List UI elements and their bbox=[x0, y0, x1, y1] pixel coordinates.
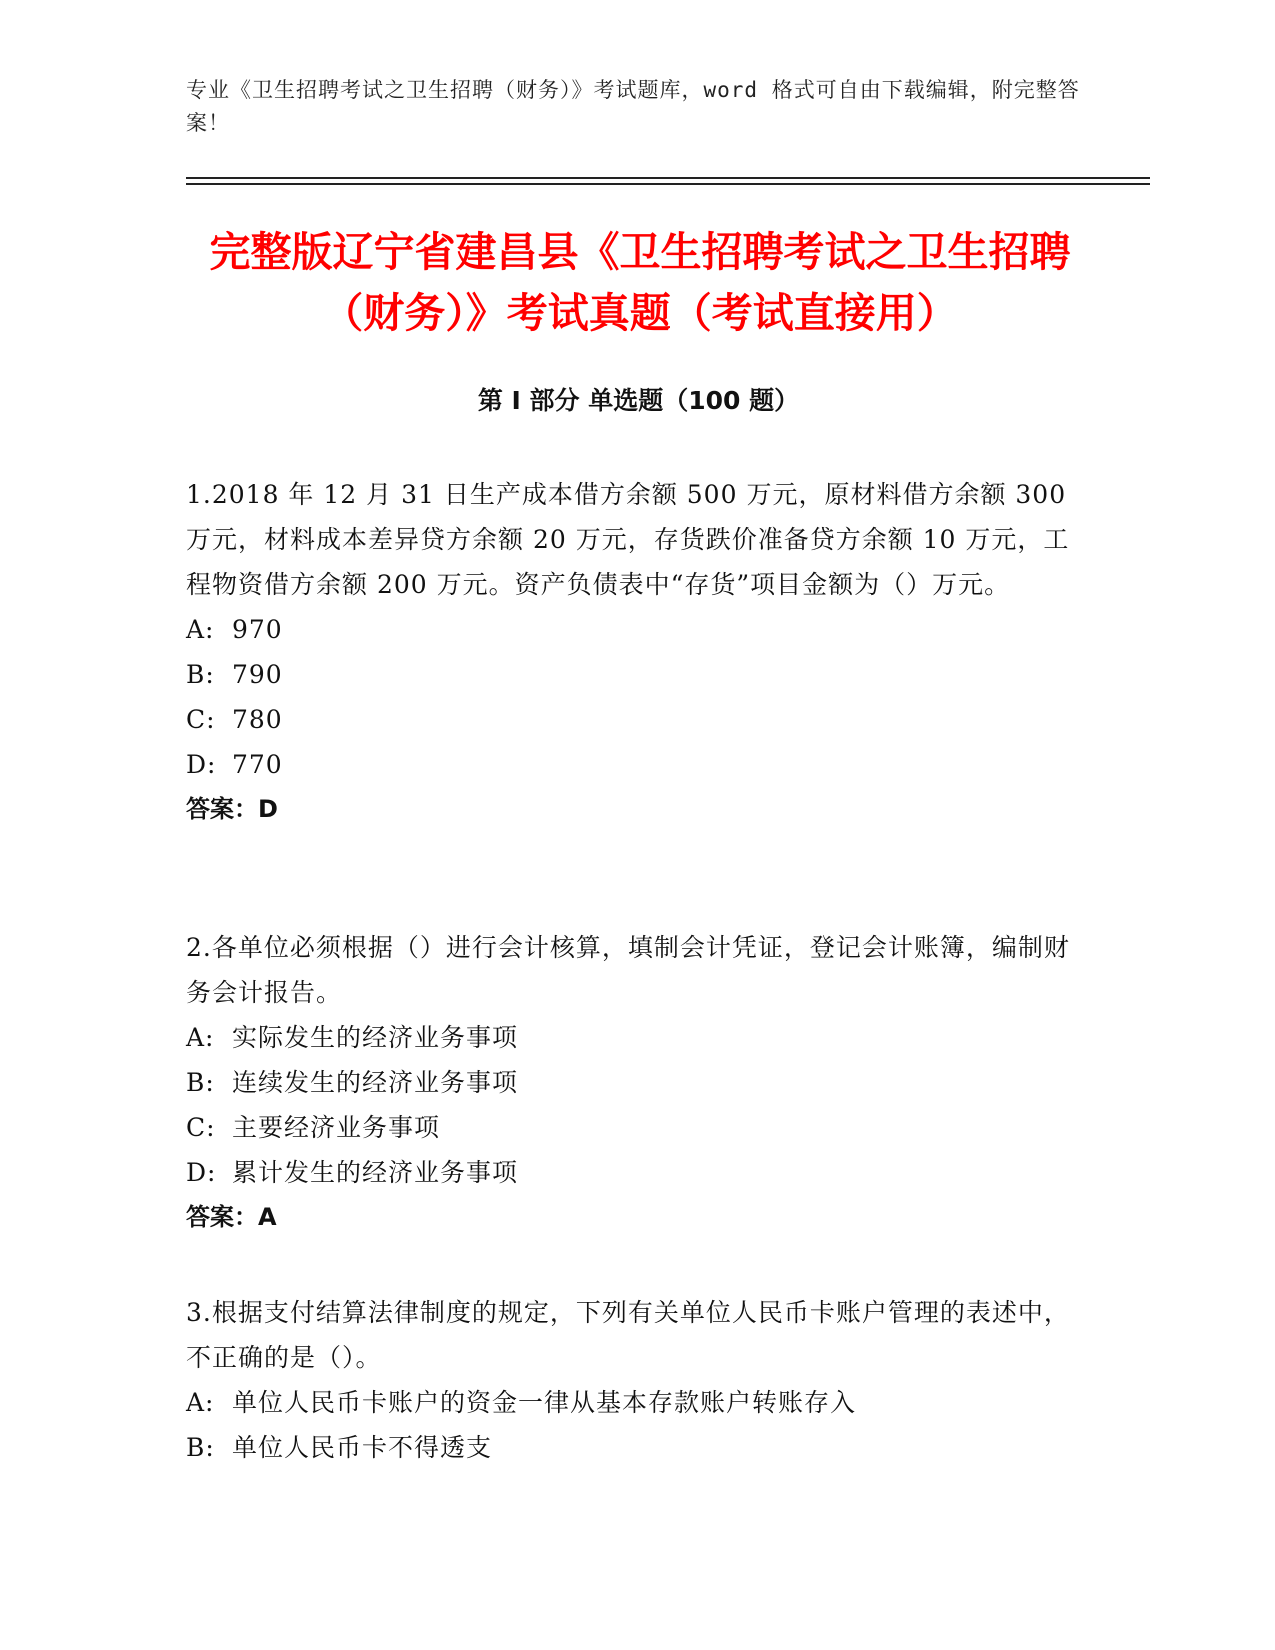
option-b bbox=[186, 1060, 1086, 1105]
option-letter: C: bbox=[186, 1113, 216, 1142]
option-letter: A: bbox=[186, 1023, 215, 1052]
option-text: 累计发生的经济业务事项 bbox=[232, 1158, 519, 1187]
question-stem: 2.各单位必须根据（）进行会计核算，填制会计凭证，登记会计账簿，编制财务会计报告。 bbox=[186, 933, 1070, 1007]
option-d bbox=[186, 742, 1086, 787]
option-text: 单位人民币卡不得透支 bbox=[232, 1433, 493, 1462]
option-text: 770 bbox=[232, 750, 283, 779]
option-letter: D: bbox=[186, 1158, 217, 1187]
option-text: 970 bbox=[232, 615, 283, 644]
answer-label: 答案： bbox=[186, 1203, 258, 1231]
question-3 bbox=[186, 1290, 1086, 1470]
header-note: 专业《卫生招聘考试之卫生招聘（财务）》考试题库，word 格式可自由下载编辑，附完整答案！ bbox=[186, 78, 1080, 135]
answer-line bbox=[186, 1195, 1086, 1240]
option-a bbox=[186, 1015, 1086, 1060]
option-text: 主要经济业务事项 bbox=[232, 1113, 441, 1142]
section-heading: 第 I 部分 单选题（100 题） bbox=[477, 386, 800, 415]
answer-value: D bbox=[258, 795, 278, 823]
option-a bbox=[186, 607, 1086, 652]
option-text: 单位人民币卡账户的资金一律从基本存款账户转账存入 bbox=[232, 1388, 857, 1417]
answer-label: 答案： bbox=[186, 795, 258, 823]
header-divider-bottom bbox=[186, 183, 1150, 185]
option-letter: B: bbox=[186, 1068, 215, 1097]
option-c bbox=[186, 697, 1086, 742]
option-a bbox=[186, 1380, 1086, 1425]
header-divider-top bbox=[186, 177, 1150, 179]
option-letter: A: bbox=[186, 615, 215, 644]
option-letter: B: bbox=[186, 660, 215, 689]
answer-line bbox=[186, 787, 1086, 832]
question-stem: 3.根据支付结算法律制度的规定，下列有关单位人民币卡账户管理的表述中，不正确的是（）。 bbox=[186, 1298, 1070, 1372]
question-1 bbox=[186, 472, 1086, 832]
option-text: 780 bbox=[232, 705, 283, 734]
option-text: 连续发生的经济业务事项 bbox=[232, 1068, 519, 1097]
option-d bbox=[186, 1150, 1086, 1195]
answer-value: A bbox=[258, 1203, 277, 1231]
option-b bbox=[186, 1425, 1086, 1470]
option-letter: C: bbox=[186, 705, 216, 734]
question-stem: 1.2018 年 12 月 31 日生产成本借方余额 500 万元，原材料借方余额 300 万元，材料成本差异贷方余额 20 万元，存货跌价准备贷方余额 10 万元，工程物资借方余额 200 万元。资产负债表中“存货”项目金额为（）万元。 bbox=[186, 480, 1070, 599]
option-letter: D: bbox=[186, 750, 217, 779]
option-letter: A: bbox=[186, 1388, 215, 1417]
option-b bbox=[186, 652, 1086, 697]
question-2 bbox=[186, 925, 1086, 1240]
option-c bbox=[186, 1105, 1086, 1150]
option-text: 实际发生的经济业务事项 bbox=[232, 1023, 519, 1052]
option-text: 790 bbox=[232, 660, 283, 689]
document-title: 完整版辽宁省建昌县《卫生招聘考试之卫生招聘（财务）》考试真题（考试直接用） bbox=[209, 228, 1071, 337]
option-letter: B: bbox=[186, 1433, 215, 1462]
